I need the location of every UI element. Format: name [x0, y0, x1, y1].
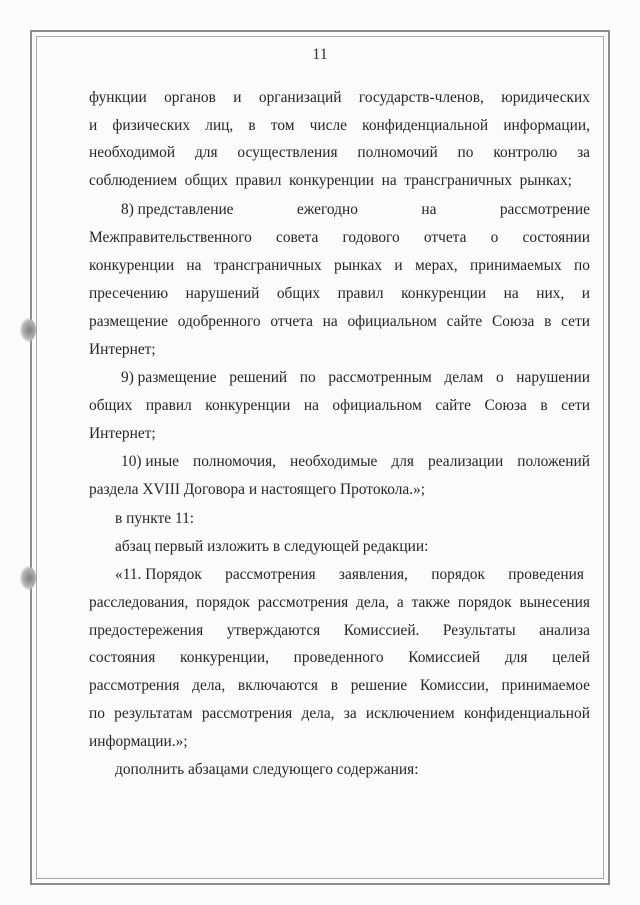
- word: трансграничных: [404, 172, 513, 189]
- text-line: [89, 284, 590, 304]
- word: отчета: [270, 313, 313, 330]
- word: полномочий: [357, 144, 438, 161]
- word: по: [457, 144, 474, 161]
- word: о: [490, 229, 499, 246]
- word: состояния: [89, 649, 156, 666]
- word: организаций: [258, 89, 342, 106]
- word: и: [581, 285, 590, 302]
- word: дела,: [356, 594, 390, 611]
- word: юридических: [501, 89, 590, 106]
- text-line: в пункте 11:: [115, 510, 195, 527]
- word: одобренного: [177, 313, 261, 330]
- word: рассмотрения: [89, 677, 180, 694]
- text-line: [89, 116, 590, 136]
- word: размещение: [89, 313, 168, 330]
- text-line: [121, 368, 590, 388]
- word: конкуренции: [89, 257, 175, 274]
- word: включаются: [237, 677, 318, 694]
- page-number: 11: [312, 46, 328, 63]
- word: проведения: [508, 566, 584, 583]
- word: результатам: [114, 705, 193, 722]
- word: на: [381, 172, 397, 189]
- word: полномочия,: [193, 453, 277, 470]
- word: исключением: [365, 705, 455, 722]
- word: принимаемое: [501, 677, 590, 694]
- text-line: [89, 396, 590, 416]
- word: отчета: [423, 229, 467, 246]
- text-line: [89, 593, 590, 613]
- word: осуществления: [237, 144, 338, 161]
- word: в: [540, 397, 548, 414]
- text-line: [115, 565, 584, 585]
- word: совета: [276, 229, 319, 246]
- binder-hole-mark: [20, 318, 36, 342]
- word: общих: [276, 285, 321, 302]
- word: для: [504, 649, 528, 666]
- word: в: [544, 313, 552, 330]
- word: рассмотрения: [201, 705, 293, 722]
- text-line: Интернет;: [89, 425, 156, 442]
- word: порядок: [431, 566, 485, 583]
- word: необходимые: [290, 453, 378, 470]
- text-line: [89, 704, 590, 724]
- word: рассмотрения: [257, 594, 349, 611]
- word: правил: [145, 397, 192, 414]
- word: общих: [89, 397, 133, 414]
- word: нарушении: [516, 369, 590, 386]
- word: в: [330, 677, 338, 694]
- text-line: дополнить абзацами следующего содержания:: [115, 761, 419, 778]
- text-line: [89, 88, 590, 108]
- word: за: [343, 705, 357, 722]
- word: и: [89, 117, 98, 134]
- word: на: [303, 397, 319, 414]
- text-line: раздела XVIII Договора и настоящего Протокола.»;: [89, 481, 426, 498]
- word: для: [194, 144, 218, 161]
- word: на: [421, 201, 437, 218]
- word: конфиденциальной: [463, 705, 590, 722]
- word: по: [89, 705, 105, 722]
- word: Союза: [484, 397, 527, 414]
- word: Комиссией: [408, 649, 481, 666]
- text-line: [89, 648, 590, 668]
- text-line: Интернет;: [89, 341, 156, 358]
- text-line: [89, 621, 590, 641]
- word: органов: [164, 89, 216, 106]
- text-line: [89, 228, 590, 248]
- word: реализации: [428, 453, 504, 470]
- word: мерах,: [415, 257, 458, 274]
- word: целей: [552, 649, 590, 666]
- word: конфиденциальной: [362, 117, 489, 134]
- word: Союза: [492, 313, 535, 330]
- word: на: [322, 313, 338, 330]
- word: Результаты: [442, 622, 516, 639]
- text-line: [89, 312, 590, 332]
- word: дела,: [192, 677, 226, 694]
- word: состоянии: [522, 229, 590, 246]
- word: за: [577, 144, 590, 161]
- word: по: [299, 369, 316, 386]
- word: о: [495, 369, 504, 386]
- word: также: [411, 594, 451, 611]
- word: решений: [229, 369, 288, 386]
- word: расследования,: [89, 594, 189, 611]
- word: конкуренции: [401, 285, 487, 302]
- word: 9) размещение: [121, 369, 217, 386]
- word: Межправительственного: [89, 229, 252, 246]
- word: заявления,: [338, 566, 408, 583]
- text-line: [121, 200, 590, 220]
- word: на: [186, 257, 202, 274]
- word: 10) иные: [121, 453, 180, 470]
- word: правил: [337, 285, 384, 302]
- word: анализа: [539, 622, 590, 639]
- word: контролю: [493, 144, 558, 161]
- text-line: [89, 171, 572, 191]
- binder-hole-mark: [20, 566, 36, 590]
- word: государств-членов,: [358, 89, 484, 106]
- word: конкуренции,: [180, 649, 269, 666]
- word: лиц,: [205, 117, 234, 134]
- word: для: [391, 453, 415, 470]
- word: в: [248, 117, 256, 134]
- word: порядок: [196, 594, 250, 611]
- text-line: абзац первый изложить в следующей редакции:: [115, 538, 429, 555]
- word: рынках;: [519, 172, 572, 189]
- word: 8) представление: [121, 201, 234, 218]
- word: рассмотрение: [499, 201, 590, 218]
- word: решение: [350, 677, 408, 694]
- word: необходимой: [89, 144, 176, 161]
- word: ежегодно: [296, 201, 358, 218]
- word: и: [394, 257, 403, 274]
- word: соблюдением: [89, 172, 178, 189]
- word: по: [574, 257, 590, 274]
- word: общих: [184, 172, 228, 189]
- word: сайте: [446, 313, 483, 330]
- word: предостережения: [89, 622, 204, 639]
- word: рассмотренным: [328, 369, 432, 386]
- text-line: [89, 256, 590, 276]
- word: официальном: [347, 313, 437, 330]
- word: конкуренции: [205, 397, 291, 414]
- word: Комиссии,: [419, 677, 489, 694]
- word: информации,: [503, 117, 590, 134]
- word: положений: [517, 453, 590, 470]
- word: и: [233, 89, 242, 106]
- word: принимаемых: [469, 257, 562, 274]
- word: числе: [309, 117, 347, 134]
- word: на: [503, 285, 519, 302]
- word: нарушений: [185, 285, 260, 302]
- text-line: информации.»;: [89, 733, 188, 750]
- word: рассмотрения: [225, 566, 316, 583]
- word: Комиссией.: [343, 622, 420, 639]
- word: официальном: [332, 397, 422, 414]
- word: пресечению: [89, 285, 169, 302]
- word: проведенного: [293, 649, 384, 666]
- word: порядок: [457, 594, 512, 611]
- word: том: [270, 117, 295, 134]
- word: дела,: [301, 705, 335, 722]
- text-line: [121, 452, 590, 472]
- word: рынках: [334, 257, 383, 274]
- word: конкуренции: [288, 172, 375, 189]
- word: правил: [235, 172, 282, 189]
- word: вынесения: [519, 594, 590, 611]
- text-line: [89, 676, 590, 696]
- word: сайте: [435, 397, 471, 414]
- word: делам: [444, 369, 484, 386]
- word: годового: [342, 229, 400, 246]
- word: сети: [561, 313, 590, 330]
- word: а: [396, 594, 404, 611]
- word: сети: [561, 397, 590, 414]
- word: них,: [536, 285, 565, 302]
- word: физических: [112, 117, 191, 134]
- word: трансграничных: [213, 257, 322, 274]
- word: утверждаются: [226, 622, 321, 639]
- word: «11. Порядок: [115, 566, 202, 583]
- word: функции: [89, 89, 147, 106]
- text-line: [89, 143, 590, 163]
